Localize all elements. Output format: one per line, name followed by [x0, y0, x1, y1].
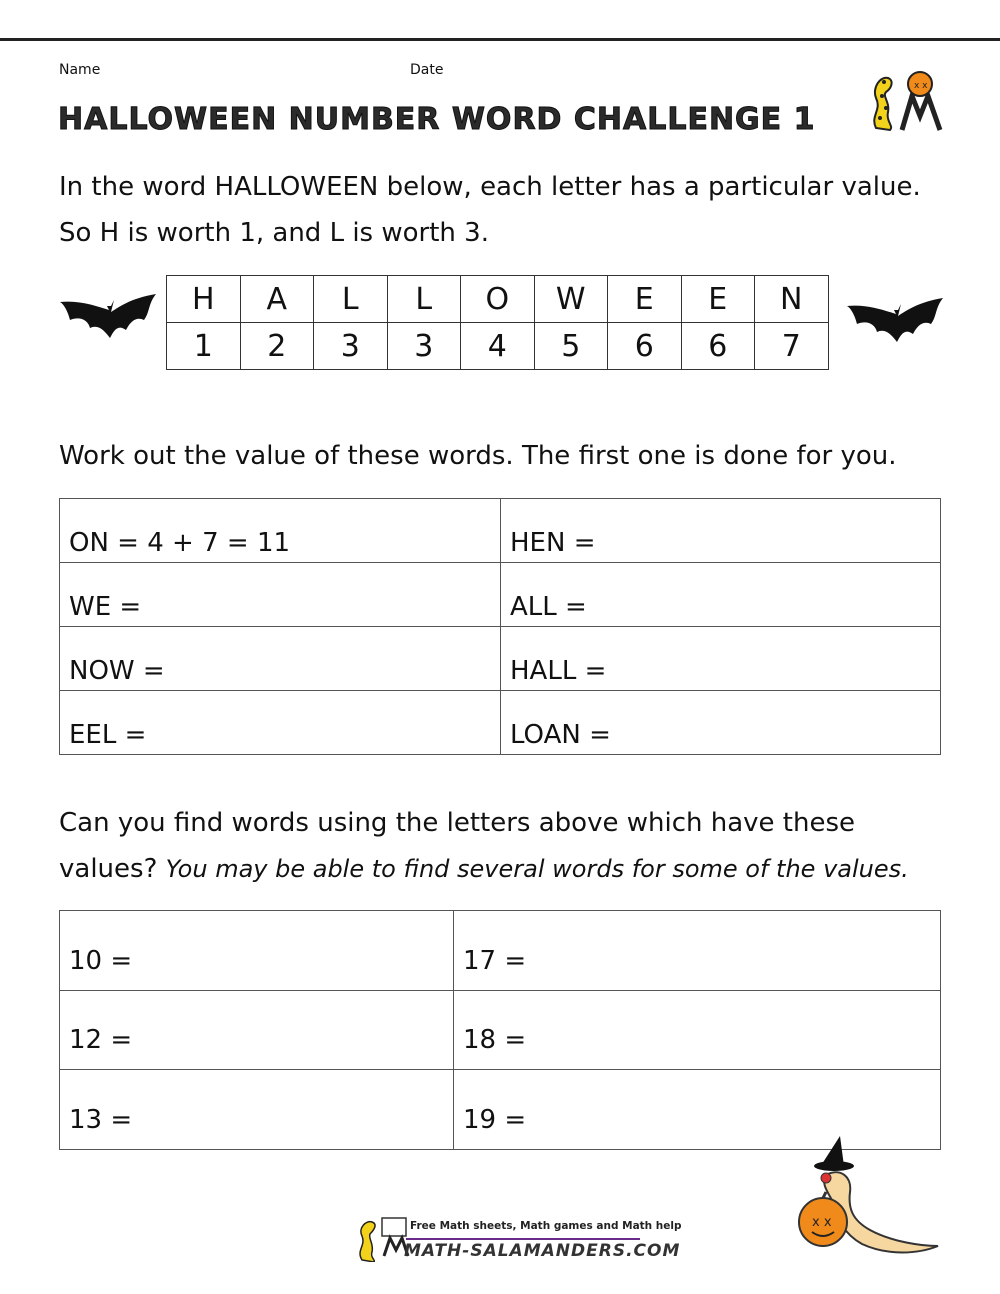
top-rule [0, 38, 1000, 41]
footer-divider [406, 1238, 640, 1240]
value-cell: 6 [681, 323, 755, 370]
letter-cell: N [755, 276, 829, 323]
page-title: HALLOWEEN NUMBER WORD CHALLENGE 1 [58, 102, 816, 137]
section2-instruction-line-1: Can you find words using the letters above which have these [59, 808, 856, 838]
value-cell: 4 [461, 323, 535, 370]
value-cell: 6 [608, 323, 682, 370]
intro-line-1: In the word HALLOWEEN below, each letter has a particular value. [59, 172, 921, 202]
table-row [60, 499, 941, 563]
value-cell: 5 [534, 323, 608, 370]
table-row [60, 911, 941, 991]
letter-cell: H [167, 276, 241, 323]
answer-cell[interactable]: HEN = [501, 499, 941, 563]
salamander-logo-icon [352, 1216, 412, 1262]
answer-cell[interactable]: ALL = [501, 563, 941, 627]
find-words-table [59, 910, 941, 1150]
date-label: Date [410, 62, 444, 78]
section2-instruction-note: You may be able to find several words for some of the values. [165, 855, 909, 883]
letter-cell: A [240, 276, 314, 323]
bat-icon [58, 290, 160, 354]
word-value-table [59, 498, 941, 755]
answer-cell[interactable]: 17 = [454, 911, 941, 991]
letter-cell: O [461, 276, 535, 323]
table-row [60, 691, 941, 755]
answer-cell[interactable]: 19 = [454, 1070, 941, 1150]
letter-cell: E [681, 276, 755, 323]
value-cell: 1 [167, 323, 241, 370]
letter-cell: E [608, 276, 682, 323]
salamander-logo-icon [862, 66, 946, 132]
answer-cell[interactable]: WE = [60, 563, 501, 627]
answer-cell[interactable]: 13 = [60, 1070, 454, 1150]
pumpkin-icon [797, 1196, 799, 1198]
value-cell: 3 [314, 323, 388, 370]
witch-salamander-icon [792, 1134, 942, 1264]
bat-icon [845, 294, 947, 358]
footer-tagline: Free Math sheets, Math games and Math help [410, 1220, 682, 1232]
answer-cell[interactable]: ON = 4 + 7 = 11 [60, 499, 501, 563]
answer-cell[interactable]: 10 = [60, 911, 454, 991]
section1-instruction: Work out the value of these words. The first one is done for you. [59, 441, 897, 471]
answer-cell[interactable]: NOW = [60, 627, 501, 691]
letter-value-table [166, 275, 829, 370]
table-row [60, 990, 941, 1070]
footer-site[interactable]: MATH-SALAMANDERS.COM [404, 1241, 681, 1261]
answer-cell[interactable]: HALL = [501, 627, 941, 691]
letter-cell: L [387, 276, 461, 323]
answer-cell[interactable]: LOAN = [501, 691, 941, 755]
section2-instruction-line-2 [59, 846, 909, 892]
value-cell: 7 [755, 323, 829, 370]
name-label: Name [59, 62, 101, 78]
answer-cell[interactable]: EEL = [60, 691, 501, 755]
svg-text:x x: x x [812, 1215, 832, 1230]
values-row [167, 323, 829, 370]
value-cell: 2 [240, 323, 314, 370]
answer-cell[interactable]: 12 = [60, 990, 454, 1070]
value-cell: 3 [387, 323, 461, 370]
section2-instruction-prefix: values? [59, 854, 158, 884]
svg-text:x x: x x [914, 81, 928, 91]
letter-cell: W [534, 276, 608, 323]
answer-cell[interactable]: 18 = [454, 990, 941, 1070]
letter-cell: L [314, 276, 388, 323]
table-row [60, 563, 941, 627]
letters-row [167, 276, 829, 323]
table-row [60, 627, 941, 691]
intro-line-2: So H is worth 1, and L is worth 3. [59, 218, 489, 248]
